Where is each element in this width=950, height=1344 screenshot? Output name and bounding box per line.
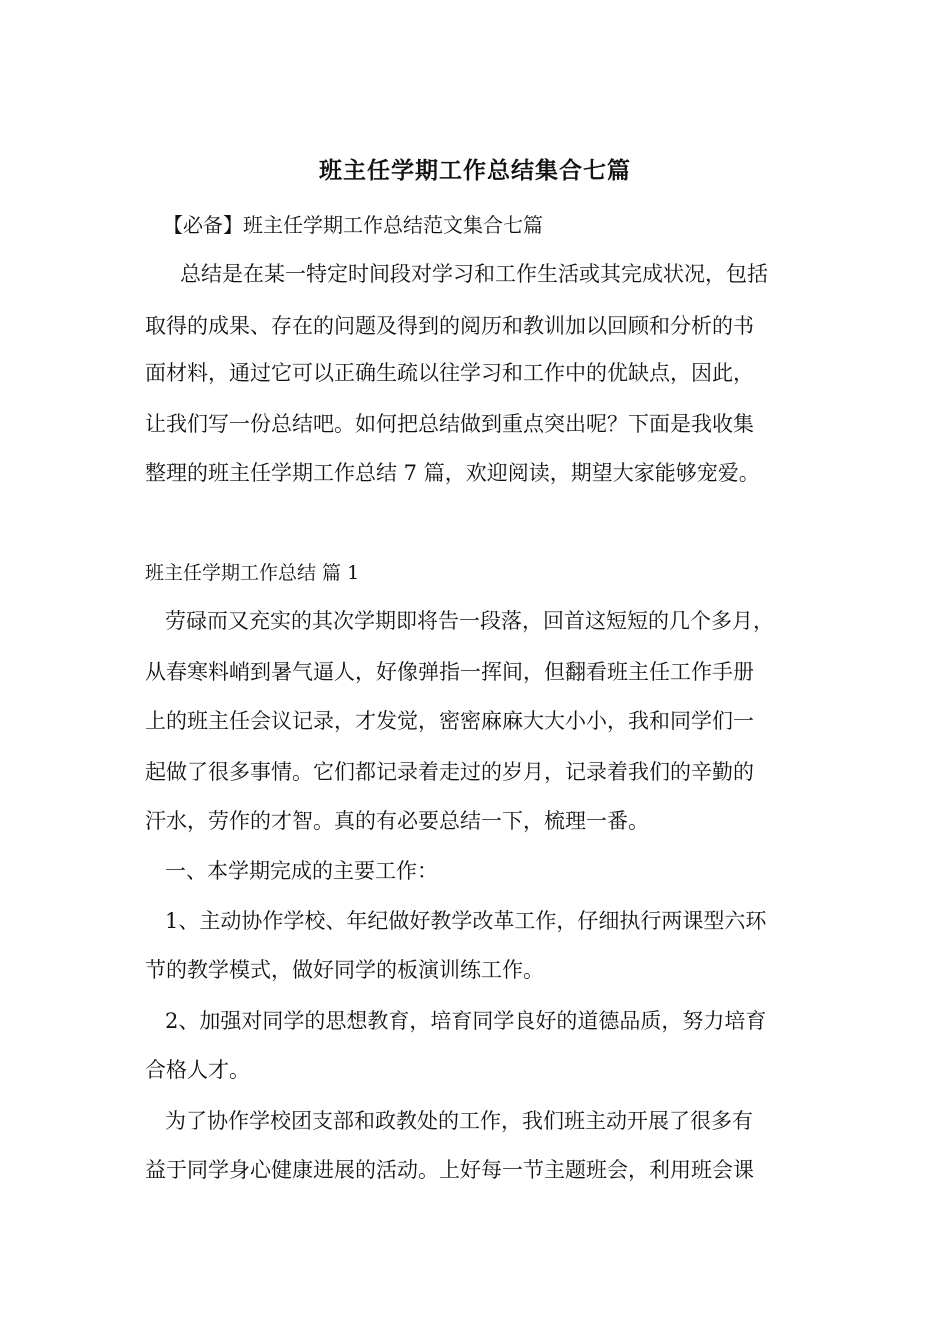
paragraph-line: 让我们写一份总结吧。如何把总结做到重点突出呢？下面是我收集 (145, 412, 754, 436)
paragraph-line: 取得的成果、存在的问题及得到的阅历和教训加以回顾和分析的书 (145, 314, 754, 338)
list-item: 2、加强对同学的思想教育，培育同学良好的道德品质，努力培育 (165, 1009, 767, 1033)
paragraph-line: 劳碌而又充实的其次学期即将告一段落，回首这短短的几个多月， (165, 609, 774, 633)
subtitle-line: 【必备】班主任学期工作总结范文集合七篇 (163, 213, 543, 237)
list-heading: 一、本学期完成的主要工作： (165, 859, 438, 883)
list-item: 1、主动协作学校、年纪做好教学改革工作，仔细执行两课型六环 (165, 909, 767, 933)
list-item: 节的教学模式，做好同学的板演训练工作。 (145, 958, 544, 982)
paragraph-line: 总结是在某一特定时间段对学习和工作生活或其完成状况，包括 (180, 262, 768, 286)
section-heading: 班主任学期工作总结 篇 1 (145, 562, 360, 584)
paragraph-line: 起做了很多事情。它们都记录着走过的岁月，记录着我们的辛勤的 (145, 760, 754, 784)
paragraph-line: 为了协作学校团支部和政教处的工作，我们班主动开展了很多有 (165, 1109, 753, 1133)
paragraph-line: 上的班主任会议记录，才发觉，密密麻麻大大小小，我和同学们一 (145, 709, 754, 733)
paragraph-line: 从春寒料峭到暑气逼人，好像弹指一挥间，但翻看班主任工作手册 (145, 660, 754, 684)
document-title: 班主任学期工作总结集合七篇 (319, 157, 631, 184)
paragraph-line: 面材料，通过它可以正确生疏以往学习和工作中的优缺点，因此， (145, 361, 754, 385)
paragraph-line: 汗水，劳作的才智。真的有必要总结一下，梳理一番。 (145, 809, 649, 833)
paragraph-line: 益于同学身心健康进展的活动。上好每一节主题班会，利用班会课 (145, 1158, 754, 1182)
paragraph-line: 整理的班主任学期工作总结 7 篇，欢迎阅读，期望大家能够宠爱。 (145, 461, 760, 485)
list-item: 合格人才。 (145, 1058, 250, 1082)
